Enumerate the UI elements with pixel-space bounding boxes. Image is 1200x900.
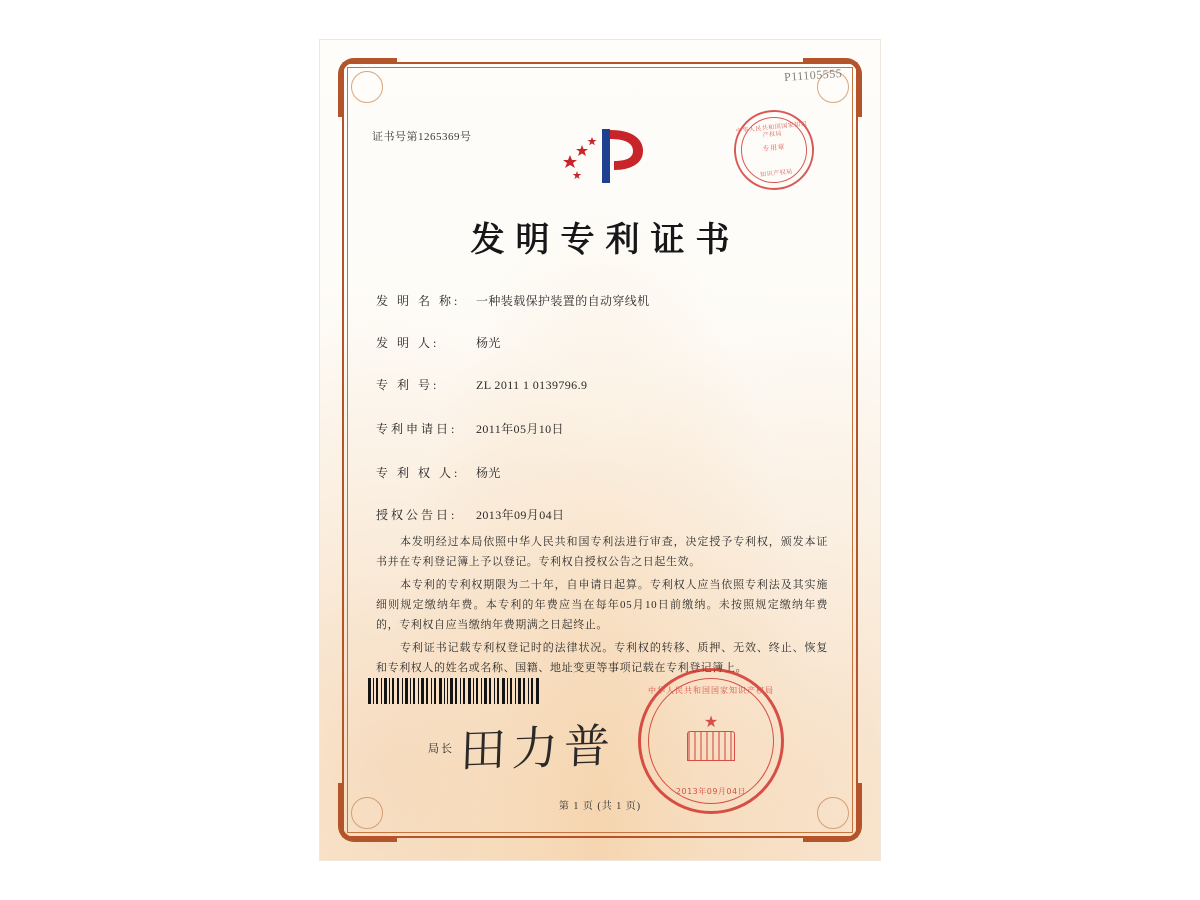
body-paragraph-3: 专利证书记载专利权登记时的法律状况。专利权的转移、质押、无效、终止、恢复和专利权人的姓名或名称、国籍、地址变更等事项记载在专利登记簿上。 xyxy=(376,642,828,674)
patent-certificate-page xyxy=(320,40,880,860)
field-grant-date xyxy=(376,506,824,523)
seal-organization-text: 中华人民共和国国家知识产权局 xyxy=(648,686,774,695)
body-paragraph-2: 本专利的专利权期限为二十年，自申请日起算。专利权人应当依照专利法及其实施细则规定缴纳年费。本专利的年费应当在每年05月10日前缴纳。未按照规定缴纳年费的，专利权自应当缴纳年费期满之日起终止。 xyxy=(376,579,828,631)
patent-barcode xyxy=(368,678,540,704)
field-label-filing-date: 专利申请日: xyxy=(376,422,458,436)
director-label: 局长 xyxy=(428,743,454,755)
field-value-grant-date: 2013年09月04日 xyxy=(476,508,565,522)
cnipa-logo-icon xyxy=(550,125,660,187)
field-value-filing-date: 2011年05月10日 xyxy=(476,422,564,436)
seal-arc-text: 中华人民共和国国家知识产权局 xyxy=(735,120,808,140)
certificate-body-text xyxy=(376,532,828,681)
official-red-seal xyxy=(638,668,784,814)
field-filing-date xyxy=(376,420,824,437)
field-patent-number xyxy=(376,376,824,393)
field-inventor xyxy=(376,334,824,351)
seal-bottom-text: 知识产权局 xyxy=(759,168,793,179)
field-label-inventor: 发 明 人: xyxy=(376,336,440,350)
field-patentee xyxy=(376,464,824,481)
field-title-of-invention xyxy=(376,292,824,309)
field-value-inventor: 杨光 xyxy=(476,336,501,350)
certificate-number: 证书号第1265369号 xyxy=(372,131,472,143)
seal-mid-text: 专用章 xyxy=(762,142,786,154)
field-value-title-of-invention: 一种装载保护装置的自动穿线机 xyxy=(476,294,650,308)
page-title: 发明专利证书 xyxy=(470,220,741,260)
field-label-patentee: 专 利 权 人: xyxy=(376,466,461,480)
field-label-grant-date: 授权公告日: xyxy=(376,508,458,522)
corner-ornament-bottom-right xyxy=(803,783,862,842)
page-footer: 第 1 页 (共 1 页) xyxy=(558,801,642,812)
handwritten-reference-note: P11105555 xyxy=(783,65,843,85)
field-value-patent-number: ZL 2011 1 0139796.9 xyxy=(476,378,588,392)
corner-ornament-bottom-left xyxy=(338,783,397,842)
corner-ornament-top-left xyxy=(338,58,397,117)
director-signature: 田力普 xyxy=(458,718,617,778)
seal-star-icon: ★ xyxy=(703,714,719,731)
field-value-patentee: 杨光 xyxy=(476,466,501,480)
national-emblem-icon xyxy=(687,731,735,761)
seal-date-text: 2013年09月04日 xyxy=(675,787,747,796)
field-label-title-of-invention: 发 明 名 称: xyxy=(376,294,461,308)
field-label-patent-number: 专 利 号: xyxy=(376,378,440,392)
body-paragraph-1: 本发明经过本局依照中华人民共和国专利法进行审查，决定授予专利权，颁发本证书并在专利登记簿上予以登记。专利权自授权公告之日起生效。 xyxy=(376,536,828,568)
